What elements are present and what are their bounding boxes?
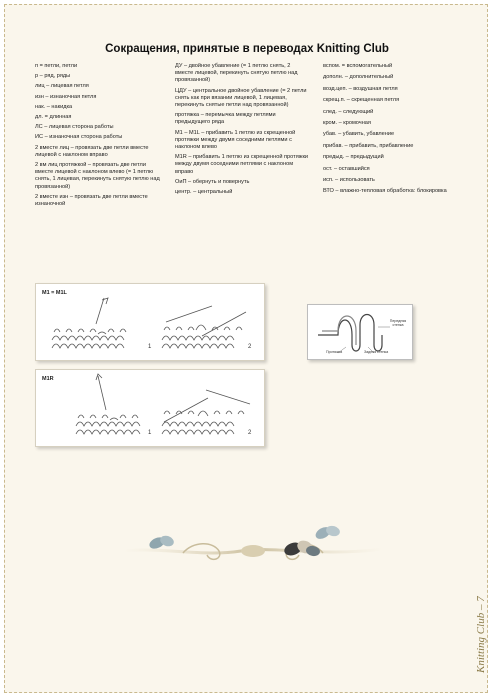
figure-number: 1 <box>148 344 152 350</box>
abbrev-entry: возд.цеп. – воздушная петля <box>323 85 398 92</box>
abbrev-entry: нак. – накидка <box>35 103 73 110</box>
abbrev-entry: скрещ.п. – скрещенная петля <box>323 97 400 104</box>
abbrev-entry: ИС – изнаночная сторона работы <box>35 134 123 141</box>
abbrev-column-1 <box>35 63 163 211</box>
abbrev-entry: дополн. – дополнительный <box>323 74 394 81</box>
figure-number: 2 <box>248 344 252 350</box>
abbrev-entry: ВТО – влажно-тепловая обработка: блокировка <box>323 188 447 195</box>
abbrev-entry: ЦДУ – центральное двойное убавление (= 2 петли снять как при вязании лицевой, 1 лицевая, перекинуть снятые петли над провязанной) <box>175 87 307 109</box>
abbrev-entry: след. – следующий <box>323 108 374 115</box>
m1r-label: M1R <box>42 376 54 382</box>
page-footer <box>467 553 487 673</box>
abbrev-entry: п = петли, петли <box>35 63 78 69</box>
abbrev-entry: предыд. – предыдущий <box>323 154 384 161</box>
abbrev-entry: протяжка – перемычка между петлями предыдущего ряда <box>175 112 276 126</box>
back-wall-label: Задняя стенка <box>364 350 389 354</box>
figure-number: 1 <box>148 430 152 436</box>
m1l-label: M1 = M1L <box>42 290 67 296</box>
abbrev-entry: исп. – использовать <box>323 176 375 183</box>
abbrev-entry: 2 вм лиц протяжкой – провязать две петли вместе лицевой с наклоном влево (= 1 петлю снять, 1 лицевая, перекинуть снятую петлю над провязанной) <box>35 162 160 190</box>
strand-label: Протяжка <box>326 350 343 354</box>
abbrev-entry: ДУ – двойное убавление (= 1 петлю снять, 2 вместе лицевой, перекинуть снятую петлю над провязанной) <box>175 63 298 84</box>
abbrev-entry: прибав. – прибавить, прибавление <box>323 142 414 149</box>
m1r-illustration <box>35 369 265 447</box>
abbrev-entry: убав. – убавить, убавление <box>323 131 395 138</box>
abbrev-column-3 <box>323 63 471 200</box>
abbrev-entry: ост. – оставшийся <box>323 165 370 172</box>
page <box>4 4 488 693</box>
abbrev-entry: ЛС – лицевая сторона работы <box>35 124 114 131</box>
page-title: Сокращения, принятые в переводах Knitting Club <box>105 43 389 55</box>
stitch-loops-drawing <box>308 305 412 359</box>
footer-text: Knitting Club – 7 <box>475 596 487 673</box>
front-wall-label: Передняя стенка <box>389 319 407 328</box>
abbrev-entry: лиц – лицевая петля <box>35 83 89 90</box>
butterfly-icon <box>314 524 341 541</box>
butterfly-icon <box>148 534 176 551</box>
decorative-ornament <box>123 513 383 569</box>
m1l-illustration <box>35 283 265 361</box>
abbrev-entry: М1 – М1L – прибавить 1 петлю из скрещенной протяжки между двумя соседними петлями с наклоном влево <box>175 129 296 151</box>
abbrev-entry: 2 вместе лиц – провязать две петли вместе лицевой с наклоном вправо <box>35 144 149 158</box>
abbrev-entry: дл. = длинная <box>35 114 72 121</box>
abbrev-column-2 <box>175 63 309 199</box>
abbrev-entry: кром. – кромочная <box>323 119 371 126</box>
abbrev-entry: р – ряд, ряды <box>35 73 71 80</box>
abbrev-entry: изн – изнаночная петля <box>35 93 97 100</box>
abbrev-entry: ОиП – обернуть и повернуть <box>175 178 250 185</box>
abbrev-entry: вспом. = вспомогательный <box>323 63 393 69</box>
butterfly-icon <box>282 538 320 558</box>
abbrev-entry: 2 вместе изн – провязать две петли вместе изнаночной <box>35 193 148 208</box>
stitch-wall-diagram <box>307 304 413 360</box>
abbrev-entry: центр. – центральный <box>175 189 233 196</box>
abbrev-entry: М1R – прибавить 1 петлю из скрещенной протяжки между двумя соседними петлями с наклоном вправо <box>175 154 309 175</box>
figure-number: 2 <box>248 430 252 436</box>
